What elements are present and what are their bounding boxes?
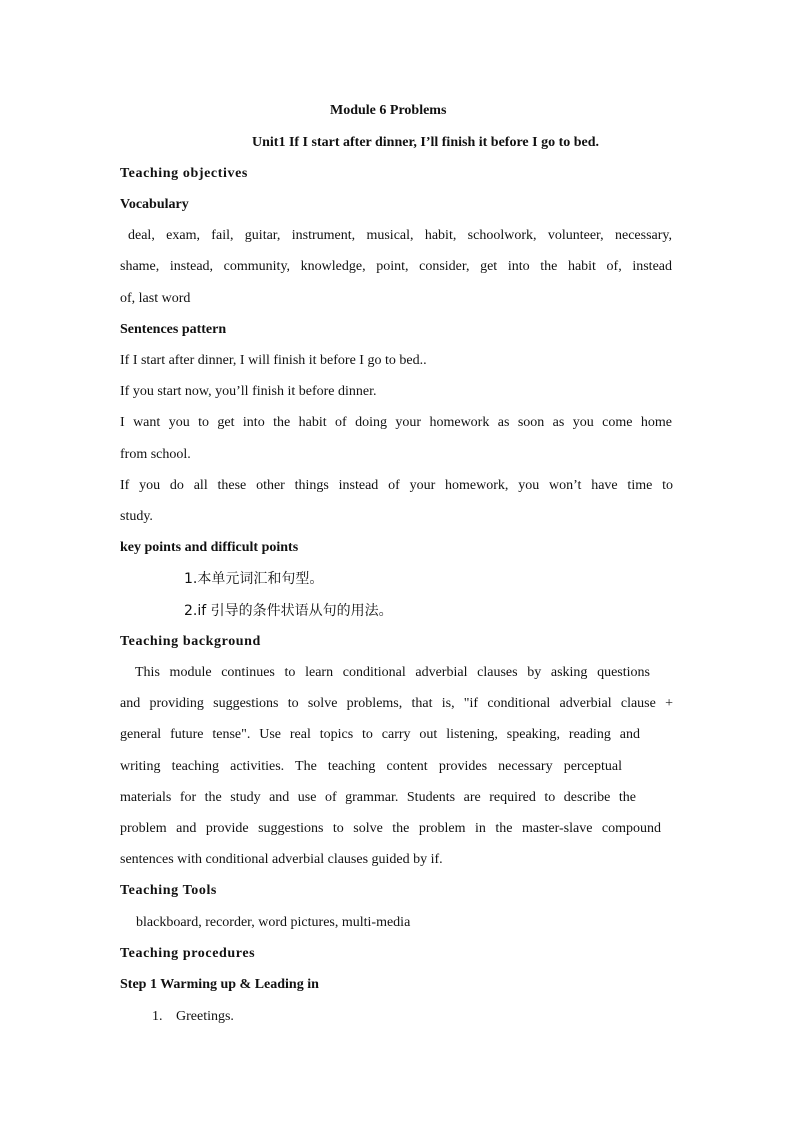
key-point-item: 1.本单元词汇和句型。 <box>184 571 324 587</box>
teaching-tools-heading: Teaching Tools <box>120 883 217 898</box>
procedure-item-number: 1. <box>152 1009 163 1024</box>
sentence-line: If I start after dinner, I will finish it before I go to bed.. <box>120 353 427 368</box>
background-line: and providing suggestions to solve problems, that is, "if conditional adverbial clause + <box>120 696 673 711</box>
background-line: writing teaching activities. The teaching content provides necessary perceptual <box>120 759 622 774</box>
background-line: sentences with conditional adverbial clauses guided by if. <box>120 852 443 867</box>
vocabulary-heading: Vocabulary <box>120 197 189 212</box>
background-line: This module continues to learn conditional adverbial clauses by asking questions <box>135 665 650 680</box>
teaching-procedures-heading: Teaching procedures <box>120 946 256 961</box>
teaching-background-heading: Teaching background <box>120 634 261 649</box>
sentence-line: I want you to get into the habit of doing your homework as soon as you come home <box>120 415 672 430</box>
sentence-line: study. <box>120 509 153 524</box>
background-line: general future tense". Use real topics to carry out listening, speaking, reading and <box>120 727 640 742</box>
step-1-heading: Step 1 Warming up & Leading in <box>120 977 319 992</box>
tools-list: blackboard, recorder, word pictures, multi-media <box>136 915 411 930</box>
unit-title: Unit1 If I start after dinner, I’ll finish it before I go to bed. <box>252 135 600 150</box>
sentence-line: If you start now, you’ll finish it before dinner. <box>120 384 377 399</box>
key-points-heading: key points and difficult points <box>120 540 299 555</box>
sentence-line: from school. <box>120 447 191 462</box>
sentence-line: If you do all these other things instead of your homework, you won’t have time to <box>120 478 673 493</box>
background-line: materials for the study and use of grammar. Students are required to describe the <box>120 790 636 805</box>
vocabulary-line: deal, exam, fail, guitar, instrument, musical, habit, schoolwork, volunteer, necessary, <box>128 228 672 243</box>
sentences-heading: Sentences pattern <box>120 322 227 337</box>
background-line: problem and provide suggestions to solve the problem in the master-slave compound <box>120 821 661 836</box>
vocabulary-line: of, last word <box>120 291 191 306</box>
key-point-item: 2.if 引导的条件状语从句的用法。 <box>184 603 393 619</box>
module-title: Module 6 Problems <box>330 103 447 118</box>
vocabulary-line: shame, instead, community, knowledge, point, consider, get into the habit of, instead <box>120 259 672 274</box>
teaching-objectives-heading: Teaching objectives <box>120 166 248 181</box>
procedure-item-text: Greetings. <box>176 1009 234 1024</box>
